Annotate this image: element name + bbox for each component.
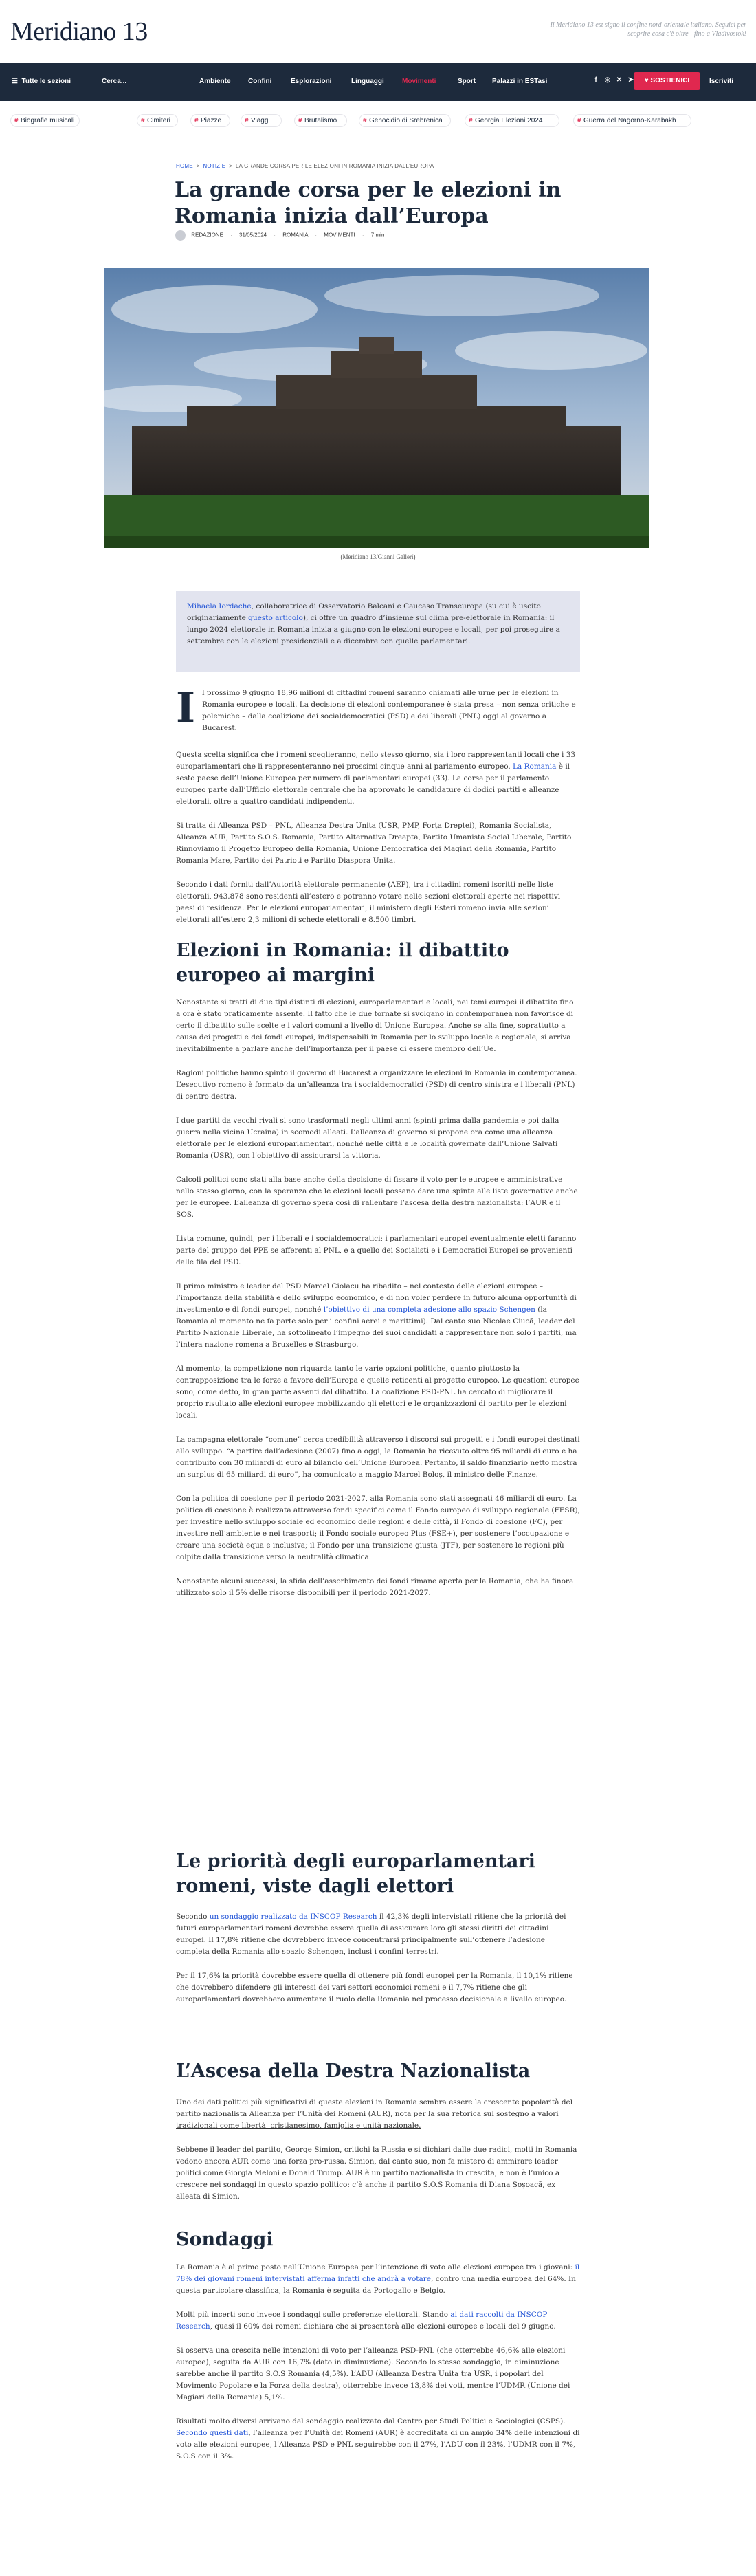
underlined-text: sul sostegno a valori tradizionali come libertà, cristianesimo, famiglia e unità nazionale.	[176, 2110, 559, 2130]
tag-pill[interactable]: # Biografie musicali	[10, 114, 80, 127]
image-caption: (Meridiano 13/Gianni Galleri)	[340, 553, 416, 560]
hero-image	[104, 268, 649, 548]
youth-vote-link[interactable]: il 78% dei giovani romeni intervistati afferma infatti che andrà a votare	[176, 2263, 580, 2283]
paragraph-text: (la Romania al momento ne fa parte solo per i confini aerei e marittimi). Dal canto suo Nicolae Ciucă, leader del Partito Nazionale Liberale, ha sottolineato l’impegno dei suoi candidati a rappresentare non solo i partiti, ma l’intera nazione romena a Bruxelles e Strasburgo.	[176, 1306, 577, 1349]
schengen-link[interactable]: l’obiettivo di una completa adesione allo spazio Schengen	[323, 1306, 535, 1314]
author-name[interactable]: REDAZIONE	[191, 232, 223, 239]
paragraph: I due partiti da vecchi rivali si sono trasformati negli ultimi anni (spinti prima dalla pandemia e poi dalla guerra nella vicina Ucraina) in scomodi alleati. L’alleanza di governo si propone ora come una alleanza elettorale per le elezioni europarlamentari, nonché nelle città e le località governate dall’Unione Salvati Romania (USR), con l’obiettivo di assicurarsi la vittoria.	[176, 1116, 559, 1160]
support-button[interactable]	[634, 72, 700, 90]
section-heading: L’Ascesa della Destra Nazionalista	[176, 2060, 531, 2082]
category-link[interactable]: MOVIMENTI	[324, 232, 355, 239]
paragraph: Si osserva una crescita nelle intenzioni di voto per l’alleanza PSD-PNL (che otterrebbe 46,6% alle elezioni europee), seguita da AUR con 16,7% (dato in diminuzione). Secondo lo stesso sondaggio, in diminuzione sarebbe anche il partito S.O.S Romania (4,5%). L’ADU (Alleanza Destra Unita tra USR, i popolari del Movimento Popolare e la Forza della destra), otterrebbe invece 13,8% dei voti, mentre l’UDMR (Unione dei Magiari della Romania) 5,1%.	[176, 2346, 570, 2401]
drop-cap: I	[176, 684, 196, 732]
tag-pill[interactable]: # Georgia Elezioni 2024	[465, 114, 559, 127]
article-body-3	[176, 1911, 580, 2018]
paragraph: Ragioni politiche hanno spinto il governo di Bucarest a organizzare le elezioni in Romania in contemporanea. L’esecutivo romeno è formato da un’alleanza tra i socialdemocratici (PSD) di centro sinistra e i liberali (PNL) di centro destra.	[176, 1069, 577, 1101]
paragraph-text: , contro una media europea del 64%. In questa particolare classifica, la Romania è seguita da Portogallo e Belgio.	[176, 2275, 576, 2295]
author-avatar	[175, 230, 186, 241]
section-heading: Sondaggi	[176, 2229, 274, 2250]
nav-item-sport[interactable]: Sport	[458, 78, 476, 85]
section-heading: Elezioni in Romania: il dibattito europeo ai margini	[176, 940, 509, 986]
paragraph: La campagna elettorale “comune” cerca credibilità attraverso i discorsi sui progetti e i fondi europei destinati allo sviluppo. “A partire dall’adesione (2007) fino a oggi, la Romania ha ricevuto oltre 95 miliardi di euro e ha contribuito con 30 miliardi di euro al bilancio dell’Unione Europea. Pertanto, il saldo finanziario netto mostra un surplus di 65 miliardi di euro”, ha comunicato a maggio Marcel Boloș, il ministro delle Finanze.	[176, 1435, 580, 1479]
csps-link[interactable]: Secondo questi dati	[176, 2429, 249, 2437]
menu-icon: ☰	[12, 78, 18, 85]
paragraph: Si tratta di Alleanza PSD – PNL, Alleanza Destra Unita (USR, PMP, Forța Dreptei), Romania Socialista, Alleanza AUR, Partito S.O.S. Romania, Partito Alternativa Dreapta, Partito Umanista Social Liberale, Partito Rinnoviamo il Progetto Europeo della Romania, Unione Democratica dei Magiari della Romania, Partito Romania Mare, Partito dei Patrioti e Partito Diaspora Unita.	[176, 822, 572, 865]
paragraph: Al momento, la competizione non riguarda tanto le varie opzioni politiche, quanto piuttosto la contrapposizione tra le forze a favore dell’Europa e quelle reticenti al progetto europeo. Le questioni europee sono, come detto, in gran parte assenti dal dibattito. La coalizione PSD-PNL ha cercato di migliorare il proprio risultato alle elezioni europee mobilizzando gli elettori e le organizzazioni di partito per le elezioni locali.	[176, 1365, 579, 1420]
nav-item-confini[interactable]: Confini	[248, 78, 272, 85]
paragraph: Per il 17,6% la priorità dovrebbe essere quella di ottenere più fondi europei per la Romania, il 10,1% ritiene che dovrebbero difendere gli interessi dei vari settori economici romeni e il 7,7% ritiene che gli europarlamentari dovrebbero aumentare il ruolo della Romania nel processo decisionale a livello europeo.	[176, 1972, 573, 2003]
paragraph: l prossimo 9 giugno 18,96 milioni di cittadini romeni saranno chiamati alle urne per le elezioni in Romania europee e locali. La decisione di elezioni contemporanee è stata presa – non senza critiche e polemiche – dalla coalizione dei socialdemocratici (PSD) e dei liberali (PNL) oggi al governo a Bucarest.	[202, 689, 576, 732]
romania-link[interactable]: La Romania	[513, 762, 557, 771]
site-tagline: Il Meridiano 13 est signo il confine nord-orientale italiano. Seguici per scoprire cosa c'è oltre - fino a Vladivostok!	[550, 21, 746, 38]
support-label: SOSTIENICI	[650, 77, 690, 85]
nav-item-linguaggi[interactable]: Linguaggi	[351, 78, 384, 85]
article-body-2	[176, 997, 580, 1611]
twitter-icon[interactable]: ✕	[616, 76, 623, 84]
paragraph-text: è il sesto paese dell’Unione Europea per numero di parlamentari europei (33). La corsa per il parlamento europeo parte dall’Ufficio elettorale centrale che ha approvato le candidature di dodici partiti e alleanze elettorali, oltre a quattro candidati indipendenti.	[176, 762, 570, 806]
intro-text: , collaboratrice di Osservatorio Balcani e Caucaso Transeuropa (su cui è uscito originariamente	[187, 602, 541, 622]
publish-date: 31/05/2024	[239, 232, 267, 239]
breadcrumb-news[interactable]: NOTIZIE	[203, 163, 226, 169]
nav-item-palazzi[interactable]: Palazzi in ESTasi	[492, 78, 548, 85]
tag-pill[interactable]: # Brutalismo	[294, 114, 347, 127]
paragraph: Secondo i dati forniti dall’Autorità elettorale permanente (AEP), tra i cittadini romeni iscritti nelle liste elettorali, 943.878 sono residenti all’estero e potranno votare nelle sezioni elettorali aperte nei rispettivi paesi di residenza. Per le elezioni europarlamentari, il ministero degli Esteri romeno invia alle sezioni elettorali all’estero 2,3 milioni di schede elettorali e 8.500 timbri.	[176, 881, 561, 924]
subscribe-link[interactable]: Iscriviti	[709, 78, 734, 85]
paragraph-text: Questa scelta significa che i romeni sceglieranno, nello stesso giorno, sia i loro rappresentanti locali che i 33 europarlamentari che li rappresenteranno nei prossimi cinque anni al parlamento europeo.	[176, 751, 576, 771]
tag-pill[interactable]: # Viaggi	[241, 114, 282, 127]
site-header	[0, 0, 756, 63]
intro-text: ), ci offre un quadro d’insieme sul clima pre-elettorale in Romania: il lungo 2024 elettorale in Romania inizia a giugno con le elezioni europee e locali, per poi proseguire a settembre con le elezioni presidenziali e a dicembre con quelle parlamentari.	[187, 614, 560, 646]
article-lead	[176, 684, 580, 747]
search-button[interactable]	[102, 78, 126, 85]
article-body-4	[176, 2097, 580, 2215]
source-article-link[interactable]: questo articolo	[248, 614, 303, 622]
paragraph-text: , quasi il 60% dei romeni dichiara che si presenterà alle elezioni europee e locali del 9 giugno.	[210, 2322, 556, 2331]
paragraph: Lista comune, quindi, per i liberali e i socialdemocratici: i parlamentari europei eventualmente eletti faranno parte del gruppo del PPE se afferenti al PNL, e a quello dei Socialisti e i Democratici Europei se provenienti dalle fila del PSD.	[176, 1235, 577, 1266]
article-meta: REDAZIONE · 31/05/2024 · ROMANIA · MOVIMENTI · 7 min	[175, 230, 384, 241]
read-time: 7 min	[370, 232, 385, 239]
paragraph-text: , l’alleanza per l’Unità dei Romeni (AUR) è accreditata di un ampio 34% delle intenzioni di voto alle elezioni europee, l’Alleanza PSD e PNL seguirebbe con il 27%, l’ADU con il 23%, l’UDMR con il 7%, S.O.S con il 3%.	[176, 2429, 580, 2461]
paragraph: Calcoli politici sono stati alla base anche della decisione di fissare il voto per le europee e amministrative nello stesso giorno, con la speranza che le elezioni locali possano dare una spinta alle liste governative anche per le europee. L’alleanza di governo spera così di rallentare l’ascesa della destra nazionalista: l’AUR e il SOS.	[176, 1176, 578, 1219]
paragraph-text: il 42,3% degli intervistati ritiene che la priorità dei futuri europarlamentari romeni dovrebbe essere quella di assicurare loro gli stessi diritti dei cittadini europei. Il 17,8% ritiene che dovrebbero invece concentrarsi principalmente sull’ottenere l’adesione completa della Romania allo spazio Schengen, inclusi i confini terrestri.	[176, 1913, 566, 1956]
search-label: Cerca...	[102, 78, 127, 85]
tag-pill[interactable]: # Guerra del Nagorno-Karabakh	[573, 114, 691, 127]
all-sections-button[interactable]	[12, 78, 71, 85]
paragraph: Sebbene il leader del partito, George Simion, critichi la Russia e si dichiari dalle due radici, molti in Romania vedono ancora AUR come una forza pro-russa. Simion, dal canto suo, non fa mistero di ammirare leader politici come Giorgia Meloni e Donald Trump. AUR è un partito nazionalista in crescita, e non è l’unico a crescere nei sondaggi in questo spazio politico: c’è anche il partito S.O.S Romania di Diana Șoșoacă, ex alleata di Simion.	[176, 2146, 577, 2201]
facebook-icon[interactable]: f	[594, 76, 597, 84]
nav-item-esplorazioni[interactable]: Esplorazioni	[291, 78, 332, 85]
inscop-data-link[interactable]: ai dati raccolti da INSCOP Research	[176, 2311, 548, 2331]
tag-pill[interactable]: # Genocidio di Srebrenica	[359, 114, 451, 127]
article-body-5	[176, 2262, 580, 2475]
paragraph: Con la politica di coesione per il periodo 2021-2027, alla Romania sono stati assegnati 46 miliardi di euro. La politica di coesione è realizzata attraverso fondi specifici come il Fondo europeo di sviluppo regionale (FESR), per investire nello sviluppo sociale ed economico delle regioni e delle città, il Fondo di coesione (FC), per investire nell’ambiente e nei trasporti; il Fondo sociale europeo Plus (FSE+), per sostenere l’occupazione e creare una società equa e inclusiva; il Fondo per una transizione giusta (JTF), per sostenere le regioni più colpite dalla transizione verso la neutralità climatica.	[176, 1495, 580, 1561]
heart-icon: ♥	[644, 77, 649, 85]
instagram-icon[interactable]: ◎	[604, 76, 611, 84]
paragraph-text: Molti più incerti sono invece i sondaggi sulle preferenze elettorali. Stando	[176, 2311, 451, 2319]
nav-item-ambiente[interactable]: Ambiente	[199, 78, 231, 85]
telegram-icon[interactable]: ➤	[627, 76, 634, 84]
paragraph: Nonostante alcuni successi, la sfida dell’assorbimento dei fondi rimane aperta per la Romania, che ha finora utilizzato solo il 5% delle risorse disponibili per il periodo 2021-2027.	[176, 1577, 574, 1597]
main-navbar	[0, 63, 756, 101]
intro-box	[176, 591, 580, 672]
all-sections-label: Tutte le sezioni	[21, 78, 71, 85]
section-heading: Le priorità degli europarlamentari romeni, viste dagli elettori	[176, 1851, 535, 1897]
paragraph-text: La Romania è al primo posto nell’Unione Europea per l’intenzione di voto alle elezioni europee tra i giovani:	[176, 2263, 575, 2271]
nav-item-movimenti[interactable]: Movimenti	[402, 78, 436, 85]
author-link[interactable]: Mihaela Iordache	[187, 602, 252, 610]
breadcrumb-home[interactable]: HOME	[176, 163, 193, 169]
breadcrumb: HOME > NOTIZIE > LA GRANDE CORSA PER LE ELEZIONI IN ROMANIA INIZIA DALL'EUROPA	[176, 163, 434, 169]
trending-tags	[0, 110, 756, 131]
breadcrumb-current: LA GRANDE CORSA PER LE ELEZIONI IN ROMANIA INIZIA DALL'EUROPA	[235, 163, 434, 169]
paragraph-text: Secondo	[176, 1913, 210, 1921]
paragraph-text: Il primo ministro e leader del PSD Marcel Ciolacu ha ribadito – nel contesto delle elezioni europee – l’importanza della stabilità e dello sviluppo economico, e di non voler perdere in futuro alcuna opportunità di investimento e di fondi europei, nonché	[176, 1282, 577, 1314]
paragraph-text: Risultati molto diversi arrivano dal sondaggio realizzato dal Centro per Studi Politici e Sociologici (CSPS).	[176, 2417, 566, 2425]
category-link[interactable]: ROMANIA	[282, 232, 309, 239]
article-title: La grande corsa per le elezioni in Romania inizia dall’Europa	[175, 178, 562, 228]
paragraph-text: Uno dei dati politici più significativi di queste elezioni in Romania sembra essere la crescente popolarità del partito nazionalista Alleanza per l’Unità dei Romeni (AUR), nota per la sua retorica	[176, 2098, 573, 2118]
tag-pill[interactable]: # Cimiteri	[137, 114, 178, 127]
inscop-link[interactable]: un sondaggio realizzato da INSCOP Research	[209, 1913, 377, 1921]
article-body-1	[176, 749, 580, 938]
site-logo[interactable]: Meridiano 13	[10, 17, 148, 46]
tag-pill[interactable]: # Piazze	[190, 114, 230, 127]
paragraph: Nonostante si tratti di due tipi distinti di elezioni, europarlamentari e locali, nei temi europei il dibattito fino a ora è stato praticamente assente. Il fatto che le due tornate si svolgano in contemporanea non favorisce di certo il dibattito sulle scelte e i valori comuni a livello di Unione Europea. Anche se alla fine, soprattutto a causa dei progetti e dei fondi europei, indispensabili in Romania per lo sviluppo locale e regionale, si arriva inevitabilmente a parlare anche dell’importanza per il paese di essere membro dell’Ue.	[176, 998, 574, 1053]
